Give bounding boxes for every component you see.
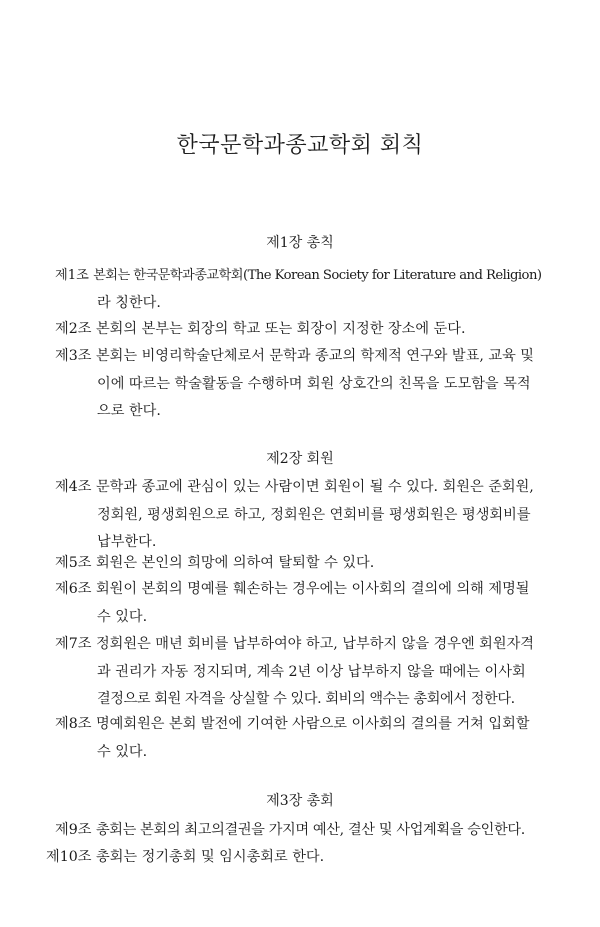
article-first-line — [55, 343, 545, 371]
article-text: 문학과 종교에 관심이 있는 사람이면 회원이 될 수 있다. 회원은 준회원, — [95, 479, 534, 495]
article-text: 정회원, 평생회원으로 하고, 정회원은 연회비를 평생회원은 평생회비를 — [97, 506, 531, 523]
article — [55, 711, 545, 766]
article-text: 총회는 정기총회 및 임시총회로 한다. — [95, 849, 325, 865]
article — [55, 316, 545, 344]
chapter-heading: 제2장 회원 — [266, 451, 334, 467]
article-text: 납부한다. — [97, 534, 157, 550]
article-first-line — [55, 262, 545, 290]
article-number: 제5조 — [55, 555, 92, 571]
article-first-line — [55, 550, 545, 578]
article-text: 정회원은 매년 회비를 납부하여야 하고, 납부하지 않을 경우엔 회원자격 — [95, 636, 534, 652]
article — [55, 343, 545, 426]
article — [46, 844, 546, 872]
article — [55, 262, 545, 317]
article-text: 수 있다. — [97, 608, 148, 625]
article — [55, 817, 555, 845]
chapter-heading: 제1장 총칙 — [266, 235, 334, 251]
article-number: 제2조 — [55, 321, 92, 337]
article-first-line — [55, 316, 545, 344]
article-number: 제6조 — [55, 581, 92, 597]
article-text: 회원이 본회의 명예를 훼손하는 경우에는 이사회의 결의에 의해 제명될 — [95, 581, 530, 597]
article-number: 제9조 — [55, 822, 92, 838]
article-text: 총회는 본회의 최고의결권을 가지며 예산, 결산 및 사업계획을 승인한다. — [95, 822, 525, 838]
article-number: 제7조 — [55, 636, 92, 652]
article — [55, 550, 545, 578]
article-number: 제10조 — [46, 849, 92, 865]
article-first-line — [55, 631, 545, 659]
article-number: 제3조 — [55, 348, 92, 364]
article-text: 본회는 비영리학술단체로서 문학과 종교의 학제적 연구와 발표, 교육 및 — [95, 348, 534, 364]
article — [55, 474, 545, 557]
article-text: 으로 한다. — [97, 403, 161, 419]
article-number: 제4조 — [55, 479, 92, 495]
article-first-line — [46, 844, 546, 872]
article-first-line — [55, 474, 545, 502]
article-text: 명예회원은 본회 발전에 기여한 사람으로 이사회의 결의를 거쳐 입회할 — [95, 716, 530, 732]
page-title: 한국문학과종교학회 회칙 — [176, 133, 424, 158]
article-text: 회원은 본인의 희망에 의하여 탈퇴할 수 있다. — [95, 555, 375, 571]
article-text: 과 권리가 자동 정지되며, 계속 2년 이상 납부하지 않을 때에는 이사회 — [97, 663, 526, 680]
article-first-line — [55, 711, 545, 739]
article — [55, 576, 545, 631]
article-first-line — [55, 817, 555, 845]
article — [55, 631, 545, 714]
article-text: 이에 따르는 학술활동을 수행하며 회원 상호간의 친목을 도모함을 목적 — [97, 375, 531, 392]
article-text: 라 칭한다. — [97, 294, 161, 311]
article-number: 제8조 — [55, 716, 92, 732]
article-text: 본회는 한국문학과종교학회(The Korean Society for Literature and Religion) — [93, 268, 542, 283]
chapter-heading: 제3장 총회 — [266, 793, 334, 809]
article-first-line — [55, 576, 545, 604]
article-text: 결정으로 회원 자격을 상실할 수 있다. 회비의 액수는 총회에서 정한다. — [97, 691, 515, 707]
article-text: 본회의 본부는 회장의 학교 또는 회장이 지정한 장소에 둔다. — [95, 321, 466, 337]
article-text: 수 있다. — [97, 743, 148, 760]
article-number: 제1조 — [55, 268, 89, 283]
